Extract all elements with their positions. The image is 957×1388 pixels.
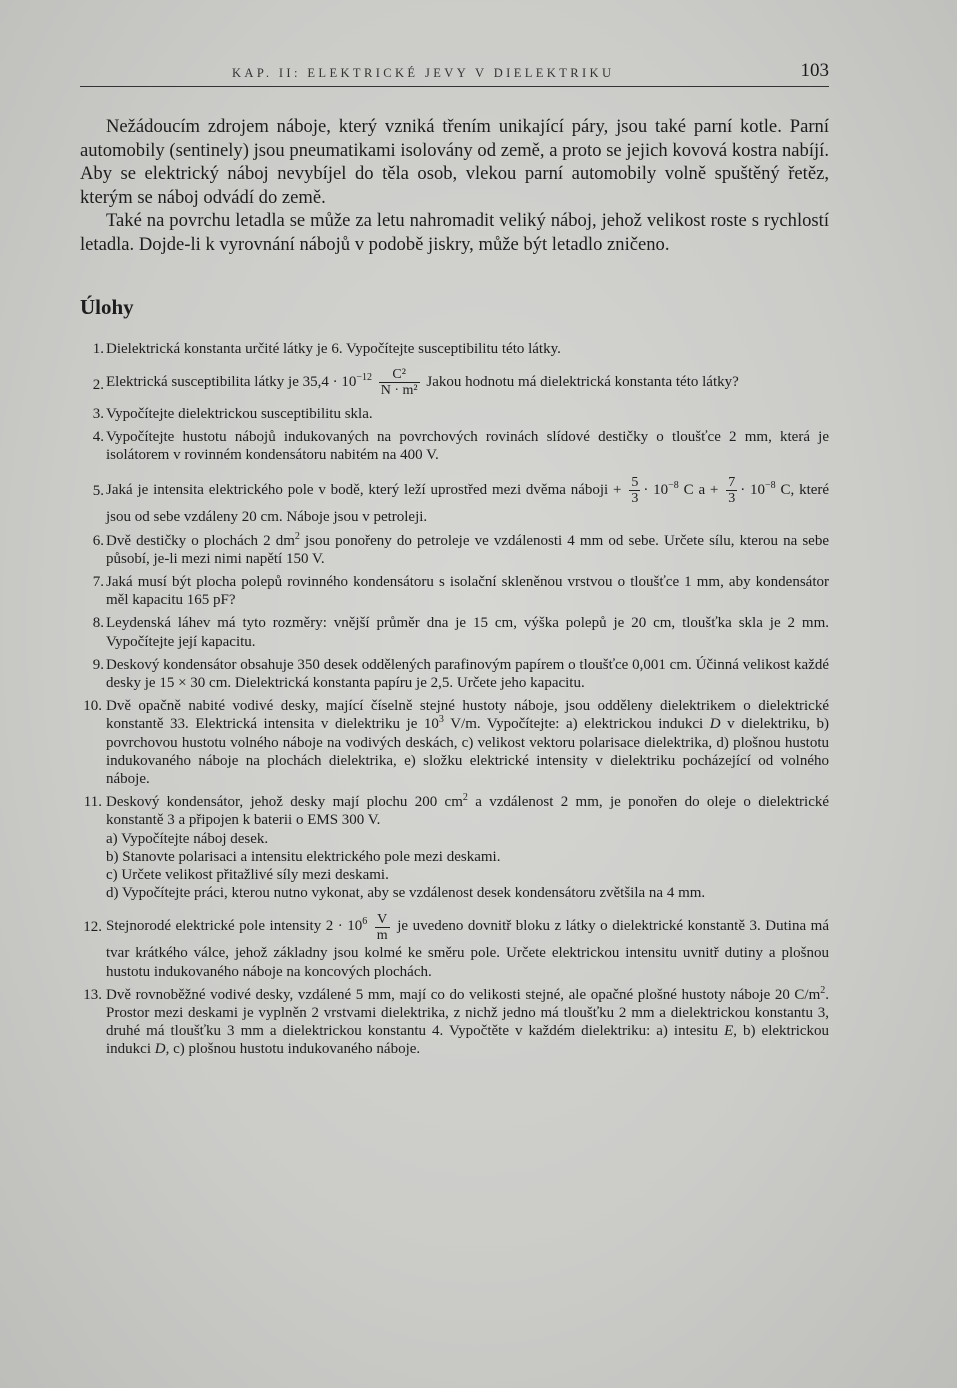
exponent: 2 xyxy=(820,984,826,996)
task-text: Dielektrická konstanta určité látky je 6. Vypočítejte susceptibilitu této látky. xyxy=(106,340,561,357)
fraction xyxy=(726,475,737,506)
paragraph-1: Nežádoucím zdrojem náboje, který vzniká třením unikající páry, jsou také parní kotle. Parní automobily (sentinely) jsou pneumatikami isolovány od země, a proto se jejich kovová kostra nabíjí. Aby se elektrický náboj nevybíjel do těla osob, vlekou parní automobily volně spuštěný řetěz, kterým se náboj odvádí do země. xyxy=(80,116,829,208)
symbol-D: D xyxy=(709,716,721,733)
task-5 xyxy=(80,472,829,526)
task-text: Deskový kondensátor obsahuje 350 desek oddělených parafinovým papírem o tloušťce 0,001 cm. Účinná velikost každé desky je 15 × 30 cm. Dielektrická konstanta papíru je 2,5. Určete jeho kapacitu. xyxy=(106,656,829,691)
task-9 xyxy=(80,656,829,692)
exponent: 2 xyxy=(462,792,468,804)
fraction-denominator: 3 xyxy=(728,491,736,507)
task-text: je uvedeno dovnitř bloku z látky o dielektrické konstantě 3. Dutina má tvar krátkého válce, jehož základny jsou kolmé ke směru pole. Určete elektrickou intensitu uvnitř dutiny a plošnou hustotu indukovaného náboje na koncových plochách. xyxy=(106,918,829,980)
paragraph-2: Také na povrchu letadla se může za letu nahromadit veliký náboj, jehož velikost roste s rychlostí letadla. Dojde-li k vyrovnání nábojů v podobě jiskry, může být letadlo zničeno. xyxy=(80,210,829,255)
task-7 xyxy=(80,573,829,609)
task-number: 5. xyxy=(92,483,104,500)
symbol-D: D xyxy=(154,1041,166,1058)
task-text: a vzdálenost 2 mm, je ponořen do oleje o dielektrické konstantě 3 a připojen k baterii o EMS 300 V. xyxy=(106,794,830,829)
task-number: 7. xyxy=(92,573,104,590)
body-text xyxy=(80,115,829,257)
task-11 xyxy=(80,793,829,902)
fraction-denominator: 3 xyxy=(631,491,639,507)
task-text: C a + xyxy=(683,482,719,499)
section-title: Úlohy xyxy=(80,294,134,319)
task-6 xyxy=(80,532,829,568)
task-text: Vypočítejte dielektrickou susceptibilitu skla. xyxy=(106,405,373,422)
page-number: 103 xyxy=(800,60,829,81)
task-text: jsou ponořeny do petroleje ve vzdálenosti 4 mm od sebe. Určete sílu, kterou na sebe působí, je-li mezi nimi napětí 150 V. xyxy=(106,532,829,567)
fraction-numerator: 7 xyxy=(728,475,736,491)
task-text: Jaká musí být plocha polepů rovinného kondensátoru s isolační skleněnou vrstvou o tloušťce 1 mm, aby kondensátor měl kapacitu 165 pF? xyxy=(106,573,829,609)
fraction-unit xyxy=(375,912,390,943)
exponent: 6 xyxy=(362,916,368,928)
task-text: Dvě rovnoběžné vodivé desky, vzdálené 5 mm, mají co do velikosti stejné, ale opačné plošné hustoty náboje 20 C/m xyxy=(106,986,821,1003)
task-number: 6. xyxy=(92,532,104,549)
subtask-c: c) Určete velikost přitažlivé síly mezi deskami. xyxy=(106,867,389,884)
task-number: 13. xyxy=(83,986,102,1003)
task-text: Leydenská láhev má tyto rozměry: vnější průměr dna je 15 cm, výška polepů je 20 cm, tloušťka skla je 2 mm. Vypočítejte její kapacitu. xyxy=(106,615,829,650)
task-text: V/m. Vypočítejte: a) elektrickou indukci xyxy=(450,716,704,733)
fraction-numerator: C² xyxy=(379,367,420,383)
task-number: 8. xyxy=(92,615,104,632)
task-number: 2. xyxy=(92,376,104,393)
task-number: 10. xyxy=(83,698,102,715)
fraction xyxy=(629,475,640,506)
task-text: Dvě destičky o plochách 2 dm xyxy=(106,532,295,549)
task-text: Jaká je intensita elektrického pole v bodě, který leží uprostřed mezi dvěma náboji + xyxy=(106,482,622,499)
task-list xyxy=(80,340,829,1059)
exponent: 2 xyxy=(294,530,300,542)
task-number: 9. xyxy=(92,656,104,673)
task-text: Elektrická susceptibilita látky je 35,4 · 10 xyxy=(106,373,357,390)
task-text: v dielektriku, b) povrchovou hustotu volného náboje na vodivých deskách, c) velikost vektoru polarisace dielektrika, d) plošnou hustotu indukovaného náboje na plochách dielektrika, e) složku elektrické intensity v dielektriku pocházející od volného náboje. xyxy=(106,716,830,788)
subtask-d: d) Vypočítejte práci, kterou nutno vykonat, aby se vzdálenost desek kondensátoru zvětšila na 4 mm. xyxy=(106,885,706,902)
task-3 xyxy=(80,405,829,423)
task-text: Dvě opačně nabité vodivé desky, mající číselně stejné hustoty náboje, jsou odděleny dielektrikem o dielektrické konstantě 33. Elektrická intensita v dielektriku je 10 xyxy=(106,698,829,733)
task-text: Vypočítejte hustotu nábojů indukovaných na povrchových rovinách slídové destičky o tloušťce 2 mm, která je isolátorem v rovinném kondensátoru nabitém na 400 V. xyxy=(106,428,829,464)
task-text: C, které jsou od sebe vzdáleny 20 cm. Náboje jsou v petroleji. xyxy=(106,482,830,526)
task-number: 12. xyxy=(83,919,102,936)
exponent: −12 xyxy=(356,371,372,383)
fraction-numerator: V xyxy=(375,912,390,928)
task-text: · 10 xyxy=(740,482,766,499)
fraction-denominator: m xyxy=(376,927,388,943)
task-2 xyxy=(80,364,829,400)
fraction-numerator: 5 xyxy=(631,475,639,491)
exponent: −8 xyxy=(765,480,776,492)
fraction-denominator: N · m² xyxy=(380,382,418,398)
task-text: Deskový kondensátor, jehož desky mají plochu 200 cm xyxy=(106,794,463,811)
subtask-b: b) Stanovte polarisaci a intensitu elektrického pole mezi deskami. xyxy=(106,848,501,865)
page-header xyxy=(80,60,829,87)
task-text: Jakou hodnotu má dielektrická konstanta této látky? xyxy=(426,373,739,390)
task-number: 11. xyxy=(83,794,102,811)
task-10 xyxy=(80,697,829,788)
task-text: . Prostor mezi deskami je vyplněn 2 vrstvami dielektrika, z nichž jedno má tloušťku 2 mm a dielektrickou konstantu 3, druhé má tloušťku 3 mm a dielektrickou konstantu 4. Vypočtěte v každém dielektriku: a) intesitu xyxy=(106,986,829,1040)
task-13 xyxy=(80,986,829,1059)
task-text: · 10 xyxy=(643,482,669,499)
task-text: , b) elektrickou indukci xyxy=(106,1023,830,1058)
task-1 xyxy=(80,340,829,358)
task-number: 4. xyxy=(92,428,104,445)
subtask-a: a) Vypočítejte náboj desek. xyxy=(106,830,269,847)
exponent: −8 xyxy=(668,480,679,492)
symbol-E: E xyxy=(724,1023,734,1040)
task-12 xyxy=(80,908,829,980)
fraction-unit xyxy=(379,367,420,398)
running-head: KAP. II: ELEKTRICKÉ JEVY V DIELEKTRIKU xyxy=(232,66,615,80)
task-8 xyxy=(80,614,829,650)
exponent: 3 xyxy=(438,714,444,726)
task-text: Stejnorodé elektrické pole intensity 2 · 10 xyxy=(106,918,363,935)
task-text: , c) plošnou hustotu indukovaného náboje. xyxy=(165,1041,421,1058)
task-number: 3. xyxy=(92,405,104,422)
task-number: 1. xyxy=(92,340,104,357)
task-4 xyxy=(80,428,829,464)
